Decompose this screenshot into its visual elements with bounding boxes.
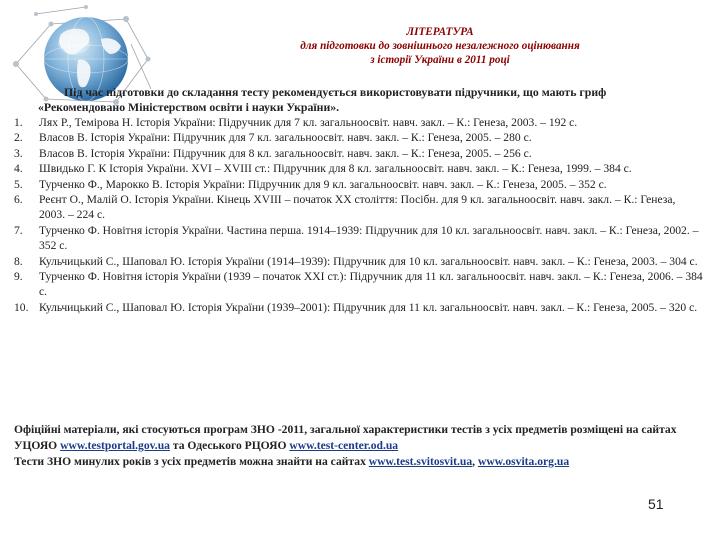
past-tests-note: Тести ЗНО минулих років з усіх предметів можна знайти на сайтах www.test.svitosvit.ua, www.osvita.org.ua — [14, 455, 570, 468]
item-text: Власов В. Історія України: Підручник для 8 кл. загальноосвіт. навч. закл. – К.: Генеза, 2005. – 256 с. — [39, 146, 532, 160]
item-number: 2. — [14, 131, 23, 145]
list-item — [14, 269, 704, 300]
list-item — [14, 115, 704, 130]
intro-line-1: Під час підготовки до складання тесту рекомендується використовувати підручники, що мають гриф — [64, 85, 607, 99]
item-number: 4. — [14, 162, 23, 176]
footer-notes — [14, 422, 708, 470]
official-materials-note — [14, 422, 708, 454]
item-text: Турченко Ф. Новітня історія України. Частина перша. 1914–1939: Підручник для 10 кл. загальноосвіт. навч. закл. – К.: Генеза, 2002. – 352 с. — [39, 223, 699, 253]
testportal-link[interactable]: www.testportal.gov.ua — [60, 439, 170, 452]
list-item — [14, 177, 704, 192]
svitosvit-link[interactable]: www.test.svitosvit.ua — [368, 455, 473, 468]
intro-line-2: «Рекомендовано Міністерством освіти і науки України». — [38, 100, 340, 114]
item-number: 1. — [14, 116, 23, 129]
page-number: 51 — [648, 496, 664, 512]
list-item — [14, 161, 704, 176]
item-text: Швидько Г. К Історія України. XVI – XVIII ст.: Підручник для 8 кл. загальноосвіт. навч. закл. – К.: Генеза, 1999. – 384 с. — [39, 162, 632, 176]
test-center-link[interactable]: www.test-center.od.ua — [289, 439, 399, 452]
title-heading: ЛІТЕРАТУРА — [406, 26, 474, 38]
item-text: Власов В. Історія України: Підручник для 7 кл. загальноосвіт. навч. закл. – К.: Генеза, 2005. – 280 с. — [39, 131, 532, 145]
item-text: Кульчицький С., Шаповал Ю. Історія України (1914–1939): Підручник для 10 кл. загальноосвіт. навч. закл. – К.: Генеза, 2003. – 304 с. — [39, 254, 698, 268]
item-text: Реєнт О., Малій О. Історія України. Кінець XVIII – початок XX століття: Посібн. для 9 кл. загальноосвіт. навч. закл. – К.: Генеза, 2003. – 224 с. — [39, 193, 676, 222]
item-number: 7. — [14, 223, 23, 237]
reference-list — [14, 115, 704, 315]
item-number: 9. — [14, 270, 23, 284]
intro-paragraph — [38, 85, 703, 115]
item-number: 5. — [14, 177, 23, 191]
list-item — [14, 130, 704, 145]
item-number: 8. — [14, 254, 23, 268]
item-number: 6. — [14, 193, 23, 207]
title-subtitle: для підготовки до зовнішнього незалежного оцінювання — [300, 40, 580, 52]
item-text: Турченко Ф. Новітня історія України (1939 – початок XXI ст.): Підручник для 11 кл. загальноосвіт. навч. закл. – К.: Генеза, 2006. – 384 с. — [39, 270, 703, 299]
official-mid-text: та Одеського РЦОЯО — [172, 439, 287, 452]
item-text: Турченко Ф., Марокко В. Історія України: Підручник для 9 кл. загальноосвіт. навч. закл. – К.: Генеза, 2005. – 352 с. — [39, 177, 607, 191]
tests-text: Тести ЗНО минулих років з усіх предметів можна знайти на сайтах — [14, 455, 366, 468]
osvita-link[interactable]: www.osvita.org.ua — [477, 455, 570, 468]
item-number: 3. — [14, 146, 23, 160]
official-text: Офіційні матеріали, які стосуються програм ЗНО -2011, загальної характеристики тестів з усіх предметів розміщені на сайтах УЦОЯО — [14, 423, 677, 452]
list-item — [14, 192, 704, 223]
item-text: Лях Р., Темірова Н. Історія України: Підручник для 7 кл. загальноосвіт. навч. закл. – К.: Генеза, 2003. – 192 с. — [39, 116, 578, 129]
item-text: Кульчицький С., Шаповал Ю. Історія України (1939–2001): Підручник для 11 кл. загальноосвіт. навч. закл. – К.: Генеза, 2005. – 320 с. — [39, 300, 698, 314]
page-title — [250, 25, 630, 67]
list-item — [14, 300, 704, 315]
item-number: 10. — [14, 300, 29, 314]
list-item — [14, 146, 704, 161]
list-item — [14, 223, 704, 254]
list-item — [14, 254, 704, 269]
title-subject: з історії України в 2011 році — [370, 54, 510, 66]
